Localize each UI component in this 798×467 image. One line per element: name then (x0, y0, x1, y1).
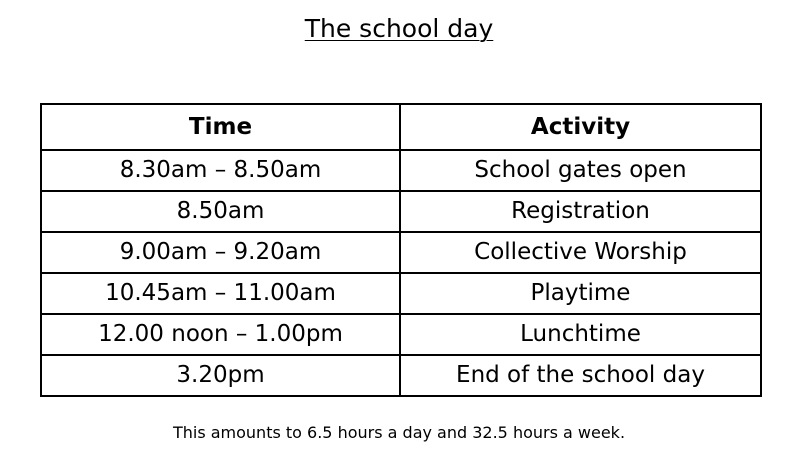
table-row (41, 273, 761, 314)
activity-cell: End of the school day (400, 355, 761, 396)
table-row (41, 150, 761, 191)
activity-cell: School gates open (400, 150, 761, 191)
table-row (41, 355, 761, 396)
table-header-row (41, 104, 761, 150)
column-header-time: Time (41, 104, 400, 150)
time-cell: 12.00 noon – 1.00pm (41, 314, 400, 355)
table-row (41, 232, 761, 273)
time-cell: 3.20pm (41, 355, 400, 396)
activity-cell: Registration (400, 191, 761, 232)
school-day-table (40, 103, 762, 397)
activity-cell: Playtime (400, 273, 761, 314)
time-cell: 8.50am (41, 191, 400, 232)
time-cell: 8.30am – 8.50am (41, 150, 400, 191)
page-title: The school day (304, 14, 494, 43)
time-cell: 9.00am – 9.20am (41, 232, 400, 273)
activity-cell: Lunchtime (400, 314, 761, 355)
table-row (41, 191, 761, 232)
summary-note: This amounts to 6.5 hours a day and 32.5 hours a week. (172, 423, 626, 442)
column-header-activity: Activity (400, 104, 761, 150)
table-row (41, 314, 761, 355)
time-cell: 10.45am – 11.00am (41, 273, 400, 314)
activity-cell: Collective Worship (400, 232, 761, 273)
